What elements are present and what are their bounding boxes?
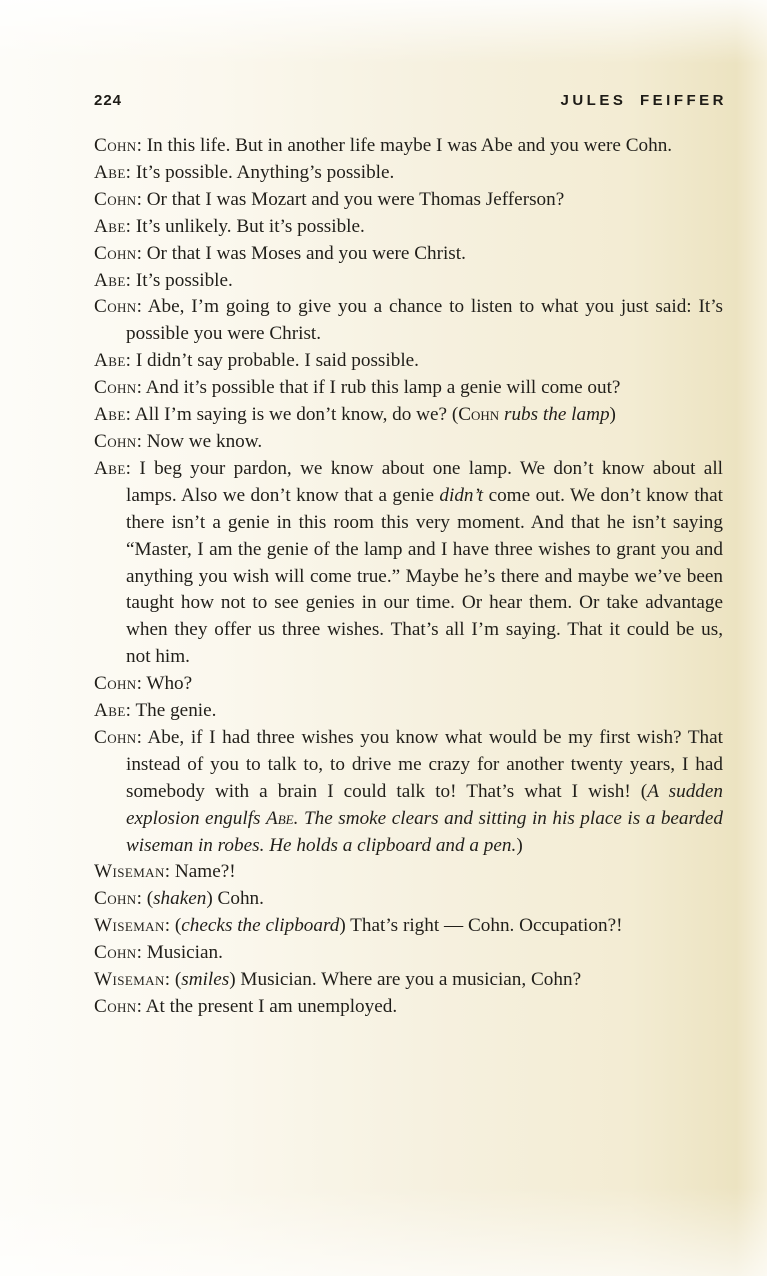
speaker-name: Abe (94, 350, 126, 372)
speaker-name: Abe (94, 404, 126, 426)
speaker-name: Wiseman (94, 969, 165, 991)
running-header (94, 92, 727, 109)
dialogue-line: Cohn: In this life. But in another life maybe I was Abe and you were Cohn. (94, 135, 673, 156)
dialogue-line: Cohn: Musician. (94, 942, 223, 964)
speaker-name: Cohn (94, 430, 137, 452)
dialogue-text (94, 133, 723, 1021)
dialogue-line: Wiseman: (smiles) Musician. Where are you a musician, Cohn? (94, 969, 582, 991)
dialogue-line: Abe: It’s possible. (94, 269, 233, 291)
dialogue-line: Cohn: (shaken) Cohn. (94, 888, 264, 910)
dialogue-line: Abe: The genie. (94, 700, 217, 722)
dialogue-line: Cohn: Abe, if I had three wishes you know what would be my first wish? That instead of you to talk to, to drive me crazy for another twenty years, I had somebody with a brain I could talk to! That’s what I wish! (A sudden explosion engulfs Abe. The smoke clears and sitting in his place is a bearded wiseman in robes. He holds a clipboard and a pen.) (94, 726, 723, 856)
speaker-name: Abe (94, 457, 126, 479)
dialogue-line: Wiseman: Name?! (94, 861, 236, 883)
dialogue-line: Abe: All I’m saying is we don’t know, do we? (Cohn rubs the lamp) (94, 404, 616, 426)
dialogue-line: Cohn: Or that I was Moses and you were Christ. (94, 242, 466, 264)
dialogue-line: Abe: I didn’t say probable. I said possible. (94, 350, 419, 372)
speaker-name: Cohn (94, 242, 137, 264)
dialogue-line: Cohn: Abe, I’m going to give you a chance to listen to what you just said: It’s possible you were Christ. (94, 296, 723, 345)
speaker-name: Cohn (94, 942, 137, 964)
dialogue-line: Cohn: At the present I am unemployed. (94, 996, 398, 1017)
dialogue-line: Abe: I beg your pardon, we know about one lamp. We don’t know about all lamps. Also we don’t know that a genie didn’t come out. We don’t know that there isn’t a genie in this room this very moment. And that he isn’t saying “Master, I am the genie of the lamp and I have three wishes to grant you and anything you wish will come true.” Maybe he’s there and maybe we’ve been taught how not to see genies in our time. Or hear them. Or take advantage when they offer us three wishes. That’s all I’m saying. That it could be us, not him. (94, 457, 723, 668)
dialogue-line: Cohn: Now we know. (94, 430, 263, 452)
smallcaps-name: Cohn (458, 404, 500, 426)
speaker-name: Cohn (94, 296, 137, 318)
stage-direction: . The smoke clears and sitting in his place is a bearded wiseman in robes. He holds a clipboard and a pen. (126, 807, 723, 856)
speaker-name: Abe (94, 161, 126, 183)
speaker-name: Cohn (94, 726, 137, 748)
speaker-name: Cohn (94, 996, 137, 1017)
speaker-name: Abe (94, 215, 126, 237)
speaker-name: Cohn (94, 888, 137, 910)
speaker-name: Wiseman (94, 915, 165, 937)
stage-direction: smiles (181, 969, 230, 991)
speaker-name: Cohn (94, 135, 137, 156)
speaker-name: Abe (94, 269, 126, 291)
speaker-name: Abe (94, 700, 126, 722)
stage-direction: checks the clipboard (181, 915, 340, 937)
dialogue-line: Abe: It’s unlikely. But it’s possible. (94, 215, 365, 237)
running-head-author: JULES FEIFFER (560, 92, 727, 109)
dialogue-line: Wiseman: (checks the clipboard) That’s right — Cohn. Occupation?! (94, 915, 623, 937)
stage-direction: A sudden explosion engulfs (126, 780, 723, 829)
speaker-name: Cohn (94, 188, 137, 210)
speaker-name: Cohn (94, 673, 137, 695)
dialogue-line: Cohn: Or that I was Mozart and you were Thomas Jefferson? (94, 188, 565, 210)
stage-direction: rubs the lamp (499, 404, 610, 426)
speaker-name: Cohn (94, 377, 137, 399)
dialogue-line: Abe: It’s possible. Anything’s possible. (94, 161, 395, 183)
page-number: 224 (94, 92, 123, 109)
dialogue-line: Cohn: Who? (94, 673, 193, 695)
stage-direction: shaken (153, 888, 207, 910)
dialogue-line: Cohn: And it’s possible that if I rub this lamp a genie will come out? (94, 377, 621, 399)
stage-direction: didn’t (439, 484, 484, 506)
smallcaps-name: Abe (266, 807, 294, 829)
speaker-name: Wiseman (94, 861, 165, 883)
